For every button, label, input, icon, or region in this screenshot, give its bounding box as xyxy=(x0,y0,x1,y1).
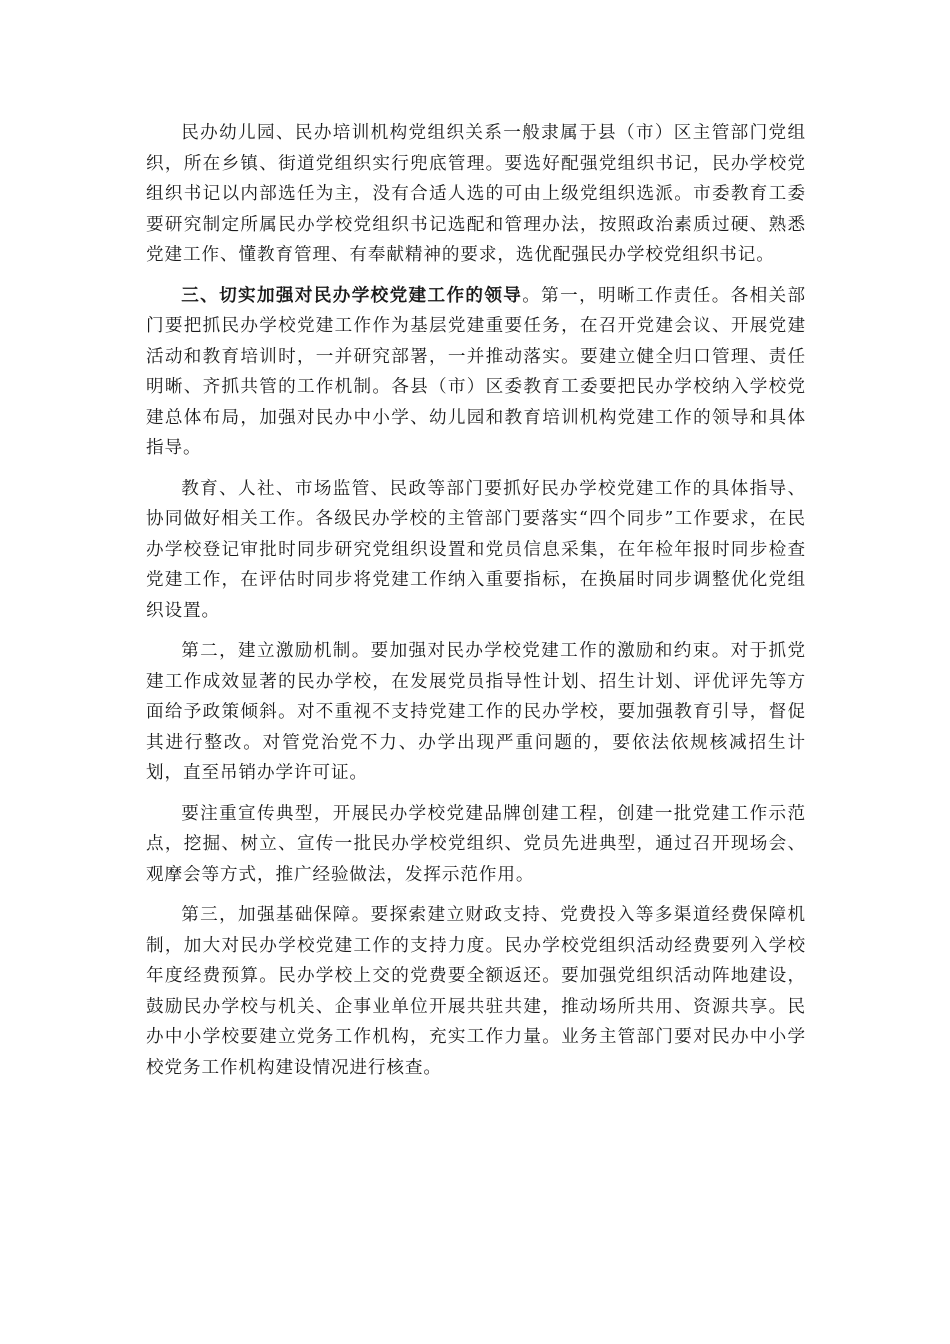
paragraph-4 xyxy=(146,636,806,789)
paragraph-6-text: 第三，加强基础保障。要探索建立财政支持、党费投入等多渠道经费保障机制，加大对民办学校党建工作的支持力度。民办学校党组织活动经费要列入学校年度经费预算。民办学校上交的党费要全额返还。要加强党组织活动阵地建设，鼓励民办学校与机关、企事业单位开展共驻共建，推动场所共用、资源共享。民办中小学校要建立党务工作机构，充实工作力量。业务主管部门要对民办中小学校党务工作机构建设情况进行核查。 xyxy=(146,905,806,1078)
paragraph-4-text: 第二，建立激励机制。要加强对民办学校党建工作的激励和约束。对于抓党建工作成效显著的民办学校，在发展党员指导性计划、招生计划、评优评先等方面给予政策倾斜。对不重视不支持党建工作的民办学校，要加强教育引导，督促其进行整改。对管党治党不力、办学出现严重问题的，要依法依规核减招生计划，直至吊销办学许可证。 xyxy=(146,641,806,783)
paragraph-1-text: 民办幼儿园、民办培训机构党组织关系一般隶属于县（市）区主管部门党组织，所在乡镇、街道党组织实行兜底管理。要选好配强党组织书记，民办学校党组织书记以内部选任为主，没有合适人选的可由上级党组织选派。市委教育工委要研究制定所属民办学校党组织书记选配和管理办法，按照政治素质过硬、熟悉党建工作、懂教育管理、有奉献精神的要求，选优配强民办学校党组织书记。 xyxy=(146,123,806,265)
paragraph-5-text: 要注重宣传典型，开展民办学校党建品牌创建工程，创建一批党建工作示范点，挖掘、树立、宣传一批民办学校党组织、党员先进典型，通过召开现场会、观摩会等方式，推广经验做法，发挥示范作用。 xyxy=(146,803,806,885)
paragraph-5 xyxy=(146,799,806,891)
paragraph-3-text: 教育、人社、市场监管、民政等部门要抓好民办学校党建工作的具体指导、协同做好相关工作。各级民办学校的主管部门要落实“四个同步”工作要求，在民办学校登记审批时同步研究党组织设置和党员信息采集，在年检年报时同步检查党建工作，在评估时同步将党建工作纳入重要指标，在换届时同步调整优化党组织设置。 xyxy=(146,478,806,621)
paragraph-6 xyxy=(146,900,806,1083)
paragraph-2-text: 。第一，明晰工作责任。各相关部门要把抓民办学校党建工作作为基层党建重要任务，在召开党建会议、开展党建活动和教育培训时，一并研究部署，一并推动落实。要建立健全归口管理、责任明晰、齐抓共管的工作机制。各县（市）区委教育工委要把民办学校纳入学校党建总体布局，加强对民办中小学、幼儿园和教育培训机构党建工作的领导和具体指导。 xyxy=(146,285,806,458)
paragraph-2 xyxy=(146,281,806,464)
section-heading: 三、切实加强对民办学校党建工作的领导 xyxy=(181,284,523,306)
document-page xyxy=(146,118,806,1093)
paragraph-1 xyxy=(146,118,806,271)
paragraph-3 xyxy=(146,474,806,627)
